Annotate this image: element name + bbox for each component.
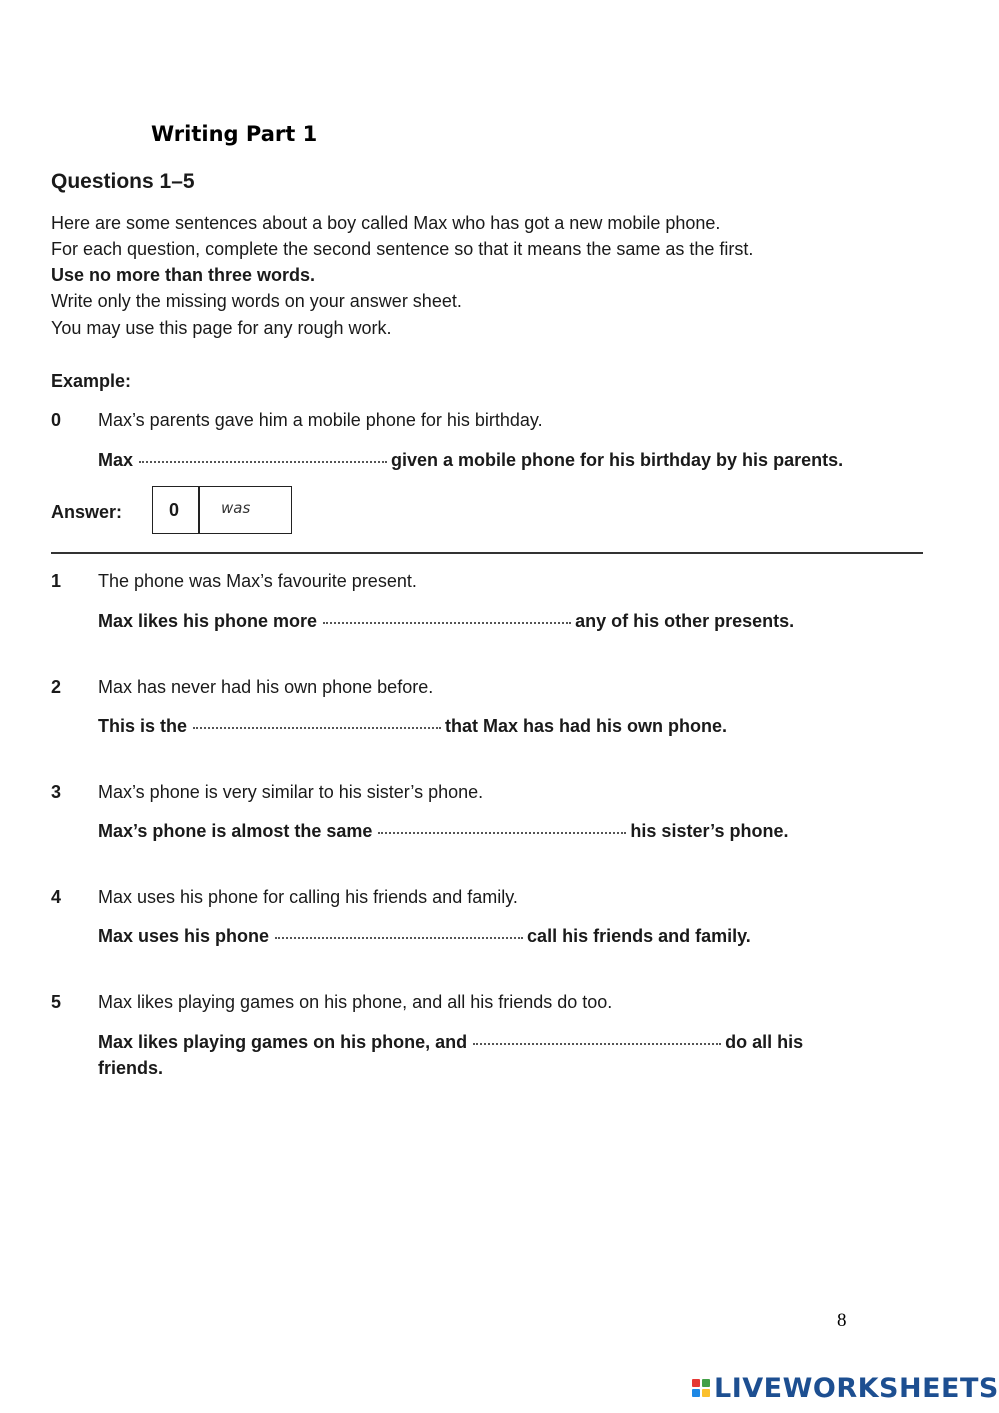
instruction-line: Write only the missing words on your answer sheet. [51, 291, 462, 311]
answer-gap[interactable] [378, 832, 626, 834]
instruction-line: Here are some sentences about a boy called Max who has got a new mobile phone. [51, 213, 721, 233]
example-number: 0 [51, 410, 62, 430]
question-first-sentence: Max’s phone is very similar to his sister’s phone. [98, 782, 484, 802]
instruction-line: You may use this page for any rough work. [51, 318, 392, 338]
example-gap [139, 461, 387, 463]
answer-gap[interactable] [193, 727, 441, 729]
question-second-sentence: This is the that Max has had his own phone. [98, 716, 728, 736]
liveworksheets-logo [692, 1373, 999, 1403]
example-answer-box [152, 486, 292, 534]
question-second-sentence-continued: friends. [98, 1058, 164, 1078]
example-label: Example: [51, 371, 132, 391]
page-number: 8 [837, 1310, 847, 1331]
answer-gap[interactable] [275, 937, 523, 939]
page-title: Writing Part 1 [151, 122, 318, 146]
answer-gap[interactable] [473, 1043, 721, 1045]
section-divider [51, 552, 923, 554]
logo-text: LIVEWORKSHEETS [714, 1372, 999, 1404]
answer-box-number: 0 [169, 500, 180, 520]
question-first-sentence: Max likes playing games on his phone, and all his friends do too. [98, 992, 613, 1012]
instruction-line: For each question, complete the second sentence so that it means the same as the first. [51, 239, 754, 259]
question-number: 5 [51, 992, 62, 1012]
questions-heading: Questions 1–5 [51, 170, 195, 193]
example-second-sentence: Max given a mobile phone for his birthday by his parents. [98, 450, 844, 470]
question-first-sentence: Max has never had his own phone before. [98, 677, 434, 697]
question-number: 3 [51, 782, 62, 802]
question-second-sentence: Max’s phone is almost the same his sister’s phone. [98, 821, 789, 841]
answer-gap[interactable] [323, 622, 571, 624]
instruction-word-limit: Use no more than three words. [51, 265, 316, 285]
question-number: 1 [51, 571, 62, 591]
question-first-sentence: The phone was Max’s favourite present. [98, 571, 417, 591]
answer-label: Answer: [51, 502, 123, 522]
example-first-sentence: Max’s parents gave him a mobile phone for his birthday. [98, 410, 543, 430]
question-first-sentence: Max uses his phone for calling his friends and family. [98, 887, 518, 907]
question-number: 4 [51, 887, 62, 907]
question-second-sentence: Max likes his phone more any of his other presents. [98, 611, 795, 631]
question-number: 2 [51, 677, 62, 697]
answer-box-value: was [221, 499, 251, 517]
question-second-sentence: Max uses his phone call his friends and family. [98, 926, 751, 946]
logo-blocks-icon [692, 1379, 710, 1397]
question-second-sentence: Max likes playing games on his phone, and do all his [98, 1032, 804, 1052]
answer-box-divider [198, 487, 200, 533]
